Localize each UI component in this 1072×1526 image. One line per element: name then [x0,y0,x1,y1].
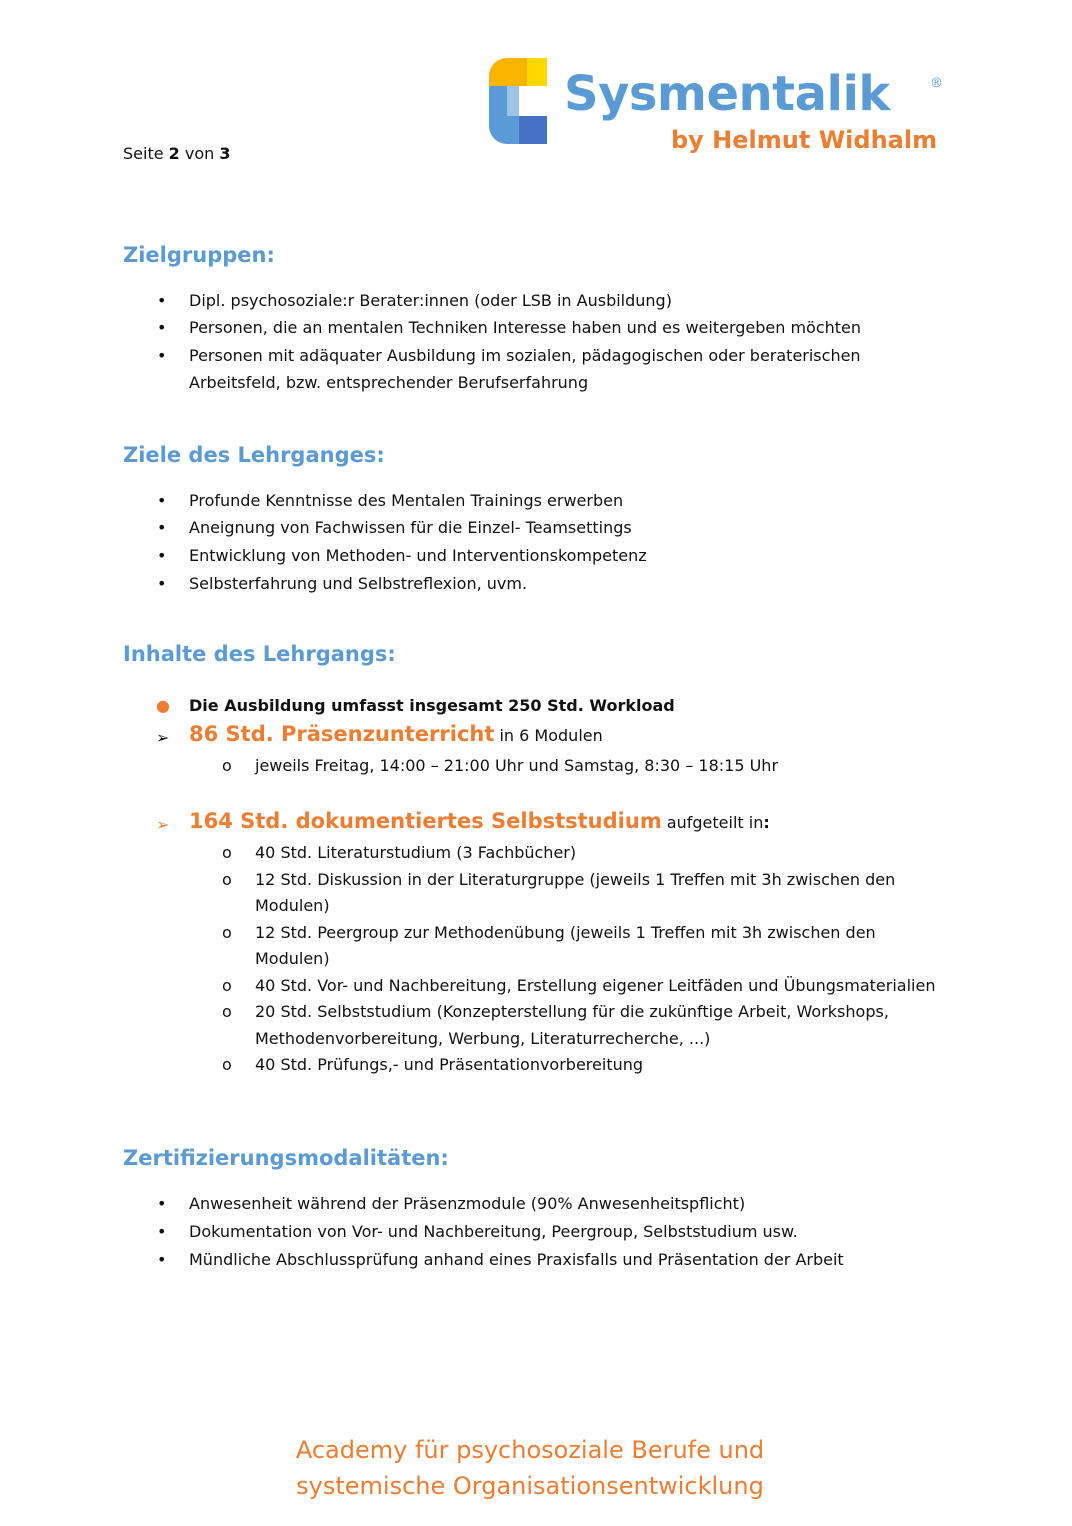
list-item: 20 Std. Selbststudium (Konzepterstellung für die zukünftige Arbeit, Workshops, [255,1002,889,1021]
selbst-highlight: 164 Std. dokumentiertes Selbststudium [189,809,662,833]
list-item: Entwicklung von Methoden- und Interventionskompetenz [189,546,647,565]
list-item-continuation: Methodenvorbereitung, Werbung, Literaturrecherche, ...) [255,1029,711,1048]
list-item: Aneignung von Fachwissen für die Einzel- Teamsettings [189,518,632,537]
list-item-continuation: Modulen) [255,896,330,915]
praesenz-rest: in 6 Modulen [499,726,603,745]
bullet-icon: • [157,1250,167,1269]
list-item: 40 Std. Literaturstudium (3 Fachbücher) [255,843,577,862]
bullet-icon: • [157,291,167,310]
bullet-icon: • [157,518,167,537]
list-item: Selbsterfahrung und Selbstreflexion, uvm. [189,574,528,593]
list-item-continuation: Arbeitsfeld, bzw. entsprechender Berufserfahrung [189,373,589,392]
page-total: 3 [219,144,231,163]
bullet-icon: • [157,1194,167,1213]
circle-bullet-icon: o [222,1002,232,1021]
footer [0,1432,1060,1504]
workload-text: Die Ausbildung umfasst insgesamt 250 Std. Workload [189,696,675,715]
circle-bullet-icon: o [222,923,232,942]
list-item: Anwesenheit während der Präsenzmodule (90% Anwesenheitspflicht) [189,1194,746,1213]
bullet-icon: • [157,546,167,565]
arrow-bullet-icon: ➢ [156,815,170,834]
page-current: 2 [168,144,180,163]
bullet-icon: • [157,491,167,510]
footer-line-1: Academy für psychosoziale Berufe und [295,1436,765,1464]
logo-mark-icon [489,58,547,144]
list-item: Dipl. psychosoziale:r Berater:innen (oder LSB in Ausbildung) [189,291,672,310]
selbst-colon: : [763,813,770,832]
circle-bullet-icon: o [222,976,232,995]
section-title-zertifizierung: Zertifizierungsmodalitäten: [123,1146,449,1170]
list-item: 40 Std. Prüfungs,- und Präsentationvorbereitung [255,1055,644,1074]
list-item: Personen mit adäquater Ausbildung im sozialen, pädagogischen oder beraterischen [189,346,861,365]
logo-registered: ® [930,76,943,91]
logo-subtitle: by Helmut Widhalm [671,126,938,154]
list-item: 12 Std. Peergroup zur Methodenübung (jeweils 1 Treffen mit 3h zwischen den [255,923,876,942]
list-item: Personen, die an mentalen Techniken Interesse haben und es weitergeben möchten [189,318,862,337]
praesenz-detail: jeweils Freitag, 14:00 – 21:00 Uhr und Samstag, 8:30 – 18:15 Uhr [255,756,779,775]
selbst-line [189,808,770,836]
page-label: Seite [123,144,164,163]
section-title-zielgruppen: Zielgruppen: [123,243,275,267]
page-of: von [184,144,215,163]
bullet-icon: ● [156,696,170,715]
bullet-icon: • [157,574,167,593]
list-item-continuation: Modulen) [255,949,330,968]
list-item: 40 Std. Vor- und Nachbereitung, Erstellung eigener Leitfäden und Übungsmaterialien [255,976,936,995]
circle-bullet-icon: o [222,870,232,889]
section-title-ziele: Ziele des Lehrganges: [123,443,385,467]
bullet-icon: • [157,318,167,337]
arrow-bullet-icon: ➢ [156,728,170,747]
circle-bullet-icon: o [222,843,232,862]
list-item: Mündliche Abschlussprüfung anhand eines Praxisfalls und Präsentation der Arbeit [189,1250,844,1269]
selbst-rest: aufgeteilt in [666,813,764,832]
logo-name: Sysmentalik [564,66,890,122]
praesenz-highlight: 86 Std. Präsenzunterricht [189,722,495,746]
list-item: Dokumentation von Vor- und Nachbereitung, Peergroup, Selbststudium usw. [189,1222,798,1241]
bullet-icon: • [157,346,167,365]
section-title-inhalte: Inhalte des Lehrgangs: [123,642,396,666]
circle-bullet-icon: o [222,756,232,775]
list-item: Profunde Kenntnisse des Mentalen Trainings erwerben [189,491,624,510]
circle-bullet-icon: o [222,1055,232,1074]
footer-line-2: systemische Organisationsentwicklung [296,1472,764,1500]
bullet-icon: • [157,1222,167,1241]
page-number [123,144,231,163]
praesenz-line [189,721,603,749]
list-item: 12 Std. Diskussion in der Literaturgruppe (jeweils 1 Treffen mit 3h zwischen den [255,870,896,889]
